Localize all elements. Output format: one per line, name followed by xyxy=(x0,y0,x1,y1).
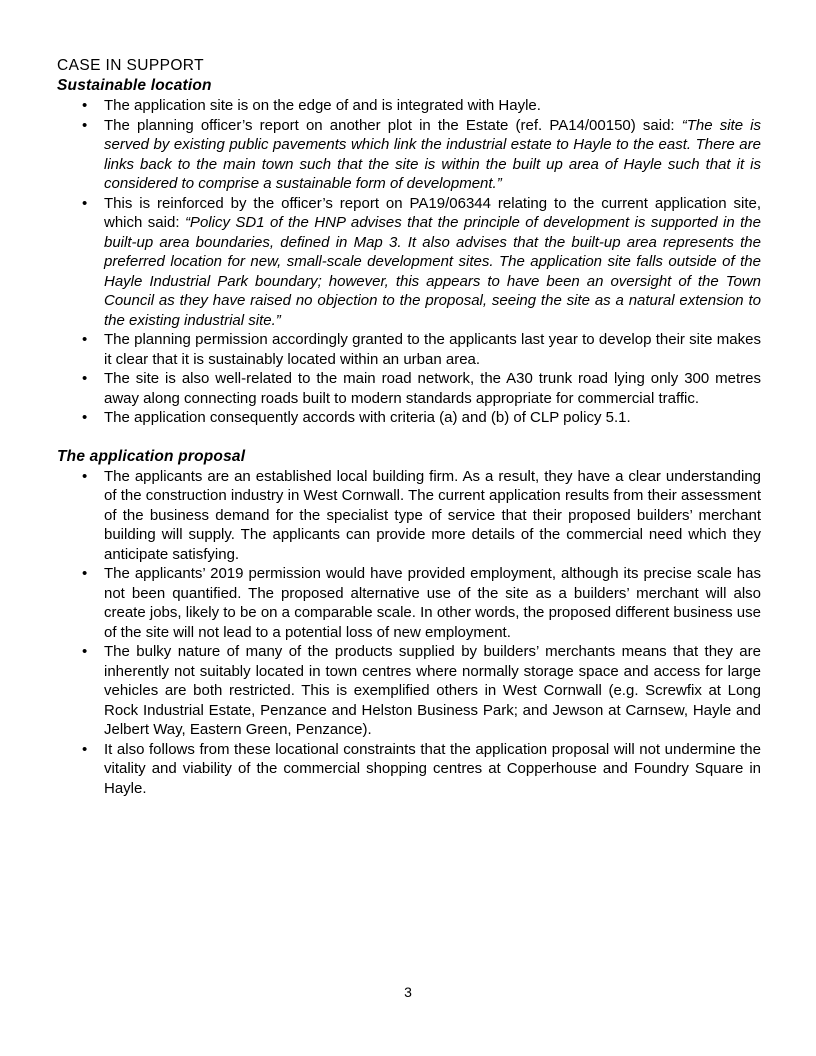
bullet-text-segment: The application site is on the edge of and is integrated with Hayle. xyxy=(104,97,541,114)
bullet-item xyxy=(104,330,761,369)
bullet-text-segment: The site is also well-related to the main road network, the A30 trunk road lying only 300 metres away along connecting roads built to modern standards appropriate for commercial traffic. xyxy=(104,370,761,407)
section-title: Sustainable location xyxy=(57,77,212,94)
bullet-item xyxy=(104,96,761,116)
bullet-text-segment: The application consequently accords with criteria (a) and (b) of CLP policy 5.1. xyxy=(104,409,631,426)
bullet-text-segment: It also follows from these locational constraints that the application proposal will not undermine the vitality and viability of the commercial shopping centres at Copperhouse and Foundry Square in Hayle. xyxy=(104,740,761,797)
bullet-text-segment: “The site is served by existing public pavements which link the industrial estate to Hayle to the east. There are links back to the main town such that the site is within the built up area of Hayle such that it is considered to comprise a sustainable form of development.” xyxy=(104,116,761,192)
bullet-text-segment: The planning officer’s report on another plot in the Estate (ref. PA14/00150) said: xyxy=(104,116,682,134)
section xyxy=(57,76,761,428)
document-content xyxy=(57,56,761,798)
bullet-item xyxy=(104,740,761,799)
bullet-item xyxy=(104,564,761,642)
bullet-item xyxy=(104,408,761,428)
bullet-item xyxy=(104,642,761,740)
bullet-text-segment: “Policy SD1 of the HNP advises that the principle of development is supported in the built-up area boundaries, defined in Map 3. It also advises that the built-up area represents the preferred location for new, small-scale development sites. The application site falls outside of the Hayle Industrial Park boundary; however, this appears to have been an oversight of the Town Council as they have raised no objection to the proposal, seeing the site as a natural extension to the existing industrial site.” xyxy=(104,214,761,329)
section xyxy=(57,447,761,799)
bullet-item xyxy=(104,467,761,565)
bullet-item xyxy=(104,194,761,331)
bullet-item xyxy=(104,369,761,408)
section-title: The application proposal xyxy=(57,447,246,465)
bullet-item xyxy=(104,116,761,194)
bullet-text-segment: The applicants are an established local building firm. As a result, they have a clear understanding of the construction industry in West Cornwall. The current application results from their assessment of the business demand for the specialist type of service that their proposed builders’ merchant building will supply. The applicants can provide more details of the commercial need which they anticipate satisfying. xyxy=(104,467,761,563)
bullet-list xyxy=(57,96,761,428)
document-heading: CASE IN SUPPORT xyxy=(57,57,204,74)
bullet-text-segment: The planning permission accordingly granted to the applicants last year to develop their site makes it clear that it is sustainably located within an urban area. xyxy=(104,331,761,368)
bullet-list xyxy=(57,467,761,799)
bullet-text-segment: The applicants’ 2019 permission would have provided employment, although its precise scale has not been quantified. The proposed alternative use of the site as a builders’ merchant will also create jobs, likely to be on a comparable scale. In other words, the proposed different business use of the site will not lead to a potential loss of new employment. xyxy=(104,565,761,641)
bullet-text-segment: This is reinforced by the officer’s report on PA19/06344 relating to the current application site, which said: xyxy=(104,194,761,231)
document-sections xyxy=(57,76,761,798)
bullet-text-segment: The bulky nature of many of the products supplied by builders’ merchants means that they are inherently not suitably located in town centres where normally storage space and access for large vehicles are both restricted. This is exemplified others in West Cornwall (e.g. Screwfix at Long Rock Industrial Estate, Penzance and Helston Business Park; and Jewson at Carnsew, Hayle and Jelbert Way, Eastern Green, Penzance). xyxy=(104,643,761,738)
page-number: 3 xyxy=(404,984,412,1000)
